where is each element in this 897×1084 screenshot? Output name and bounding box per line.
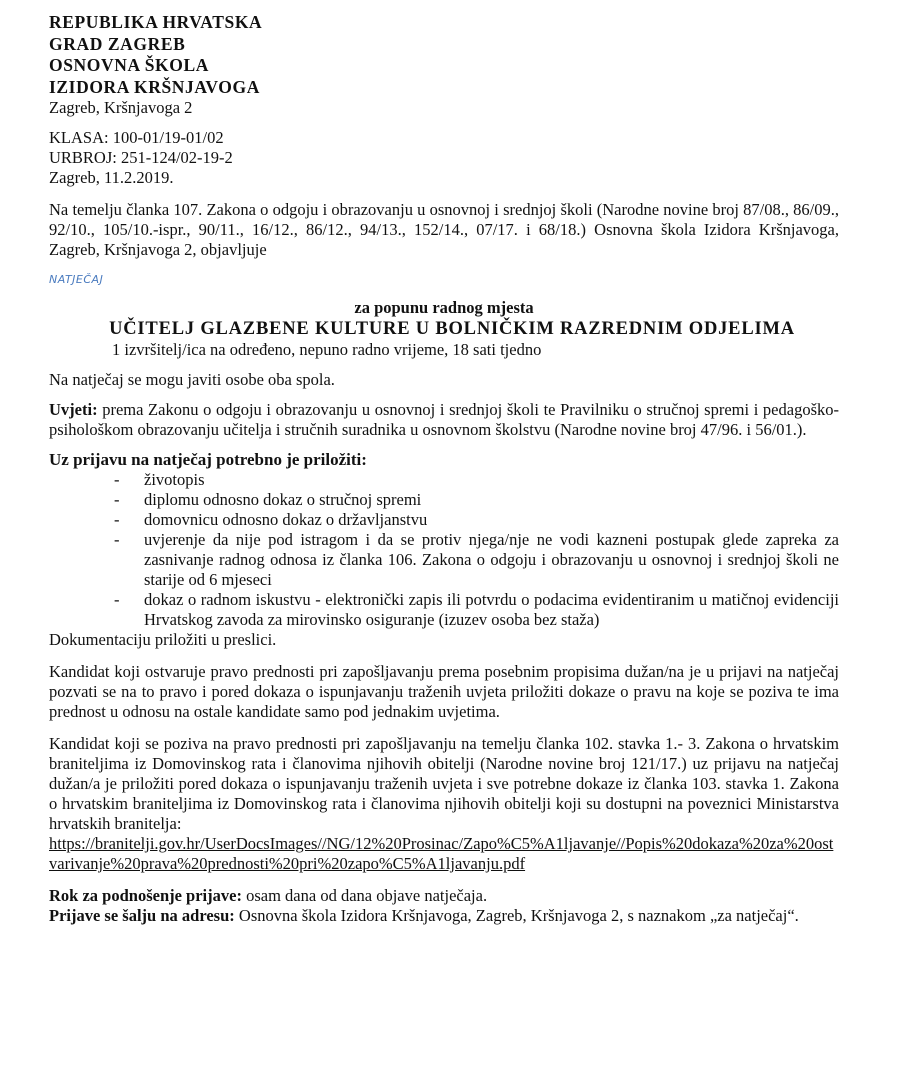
letterhead-line-city: GRAD ZAGREB bbox=[49, 33, 186, 54]
deadline-label: Rok za podnošenje prijave: bbox=[49, 886, 242, 905]
natjecaj-label: NATJEČAJ bbox=[49, 273, 104, 286]
letterhead-line-school: OSNOVNA ŠKOLA bbox=[49, 55, 209, 75]
list-item-text: diplomu odnosno dokaz o stručnoj spremi bbox=[144, 490, 422, 509]
letterhead bbox=[49, 12, 839, 118]
list-bullet: - bbox=[114, 530, 120, 549]
position-title: UČITELJ GLAZBENE KULTURE U BOLNIČKIM RAZREDNIM ODJELIMA bbox=[109, 319, 795, 339]
letterhead-line-school-name: IZIDORA KRŠNJAVOGA bbox=[49, 76, 260, 97]
list-item-text: uvjerenje da nije pod istragom i da se protiv njega/nje ne vodi kazneni postupak glede zapreka za zasnivanje radnog odnosa iz članka 106. Zakona o odgoju i obrazovanju u osnovnoj i srednjoj školi ne starije od 6 mjeseci bbox=[144, 530, 839, 589]
send-to-paragraph bbox=[49, 906, 839, 926]
document-date: Zagreb, 11.2.2019. bbox=[49, 168, 174, 187]
list-item-text: domovnicu odnosno dokaz o državljanstvu bbox=[144, 510, 428, 529]
position-for: za popunu radnog mjesta bbox=[354, 298, 534, 317]
conditions-text: prema Zakonu o odgoju i obrazovanju u osnovnoj i srednjoj školi te Pravilniku o stručnoj spremi i pedagoško-psihološkom obrazovanju učitelja i stručnih suradnika u osnovnom školstvu (Narodne novine broj 47/96. i 56/01.). bbox=[49, 400, 839, 439]
conditions-label: Uvjeti: bbox=[49, 400, 98, 419]
klasa: KLASA: 100-01/19-01/02 bbox=[49, 128, 224, 147]
list-bullet: - bbox=[114, 490, 120, 509]
list-item bbox=[114, 510, 839, 530]
list-bullet: - bbox=[114, 470, 120, 489]
document-page bbox=[49, 12, 839, 926]
ministry-link[interactable]: https://branitelji.gov.hr/UserDocsImages//NG/12%20Prosinac/Zapo%C5%A1ljavanje//Popis%20dokaza%20za%20ostvarivanje%20prava%20prednosti%20pri%20zapo%C5%A1ljavanju.pdf bbox=[49, 834, 834, 873]
list-item bbox=[114, 530, 839, 590]
both-sexes-note: Na natječaj se mogu javiti osobe oba spola. bbox=[49, 370, 335, 389]
letterhead-line-republic: REPUBLIKA HRVATSKA bbox=[49, 12, 263, 32]
document-meta bbox=[49, 128, 839, 188]
list-item bbox=[114, 470, 839, 490]
list-item bbox=[114, 490, 839, 510]
list-bullet: - bbox=[114, 590, 120, 609]
urbroj: URBROJ: 251-124/02-19-2 bbox=[49, 148, 233, 167]
intro-paragraph: Na temelju članka 107. Zakona o odgoju i obrazovanju u osnovnoj i srednjoj školi (Narodne novine broj 87/08., 86/09., 92/10., 105/10.-ispr., 90/11., 16/12., 86/12., 94/13., 152/14., 07/17. i 68/18.) Osnovna škola Izidora Kršnjavoga, Zagreb, Kršnjavoga 2, objavljuje bbox=[49, 200, 839, 259]
send-to-text: Osnovna škola Izidora Kršnjavoga, Zagreb, Kršnjavoga 2, s naznakom „za natječaj“. bbox=[234, 906, 799, 925]
deadline-paragraph bbox=[49, 886, 839, 906]
send-to-label: Prijave se šalju na adresu: bbox=[49, 906, 235, 925]
position-detail: 1 izvršitelj/ica na određeno, nepuno radno vrijeme, 18 sati tjedno bbox=[112, 340, 542, 359]
list-bullet: - bbox=[114, 510, 120, 529]
letterhead-address: Zagreb, Kršnjavoga 2 bbox=[49, 98, 193, 117]
required-docs-heading: Uz prijavu na natječaj potrebno je priložiti: bbox=[49, 450, 367, 469]
deadline-text: osam dana od dana objave natječaja. bbox=[241, 886, 488, 905]
required-docs-list bbox=[49, 470, 839, 630]
priority-paragraph: Kandidat koji ostvaruje pravo prednosti pri zapošljavanju prema posebnim propisima dužan/na je u prijavi na natječaj pozvati se na to pravo i pored dokaza o ispunjavanju traženih uvjeta priložiti dokaze o pravu na koje se poziva te ima prednost u odnosu na ostale kandidate samo pod jednakim uvjetima. bbox=[49, 662, 839, 721]
conditions-paragraph bbox=[49, 400, 839, 440]
veterans-paragraph: Kandidat koji se poziva na pravo prednosti pri zapošljavanju na temelju članka 102. stavka 1.- 3. Zakona o hrvatskim braniteljima iz Domovinskog rata i članovima njihovih obitelji (Narodne novine broj 121/17.) uz prijavu na natječaj dužan/a je priložiti pored dokaza o ispunjavanju traženih uvjeta i sve potrebne dokaze iz članka 103. stavka 1. Zakona o hrvatskim braniteljima iz Domovinskog rata i članovima njihovih obitelji koji su dostupni na poveznici Ministarstva hrvatskih branitelja: bbox=[49, 734, 839, 833]
list-item bbox=[114, 590, 839, 630]
list-item-text: dokaz o radnom iskustvu - elektronički zapis ili potvrdu o podacima evidentiranim u matičnoj evidenciji Hrvatskog zavoda za mirovinsko osiguranje (izuzev osoba bez staža) bbox=[144, 590, 839, 629]
copies-note: Dokumentaciju priložiti u preslici. bbox=[49, 630, 277, 649]
ministry-link-wrapper bbox=[49, 834, 839, 874]
list-item-text: životopis bbox=[144, 470, 205, 489]
